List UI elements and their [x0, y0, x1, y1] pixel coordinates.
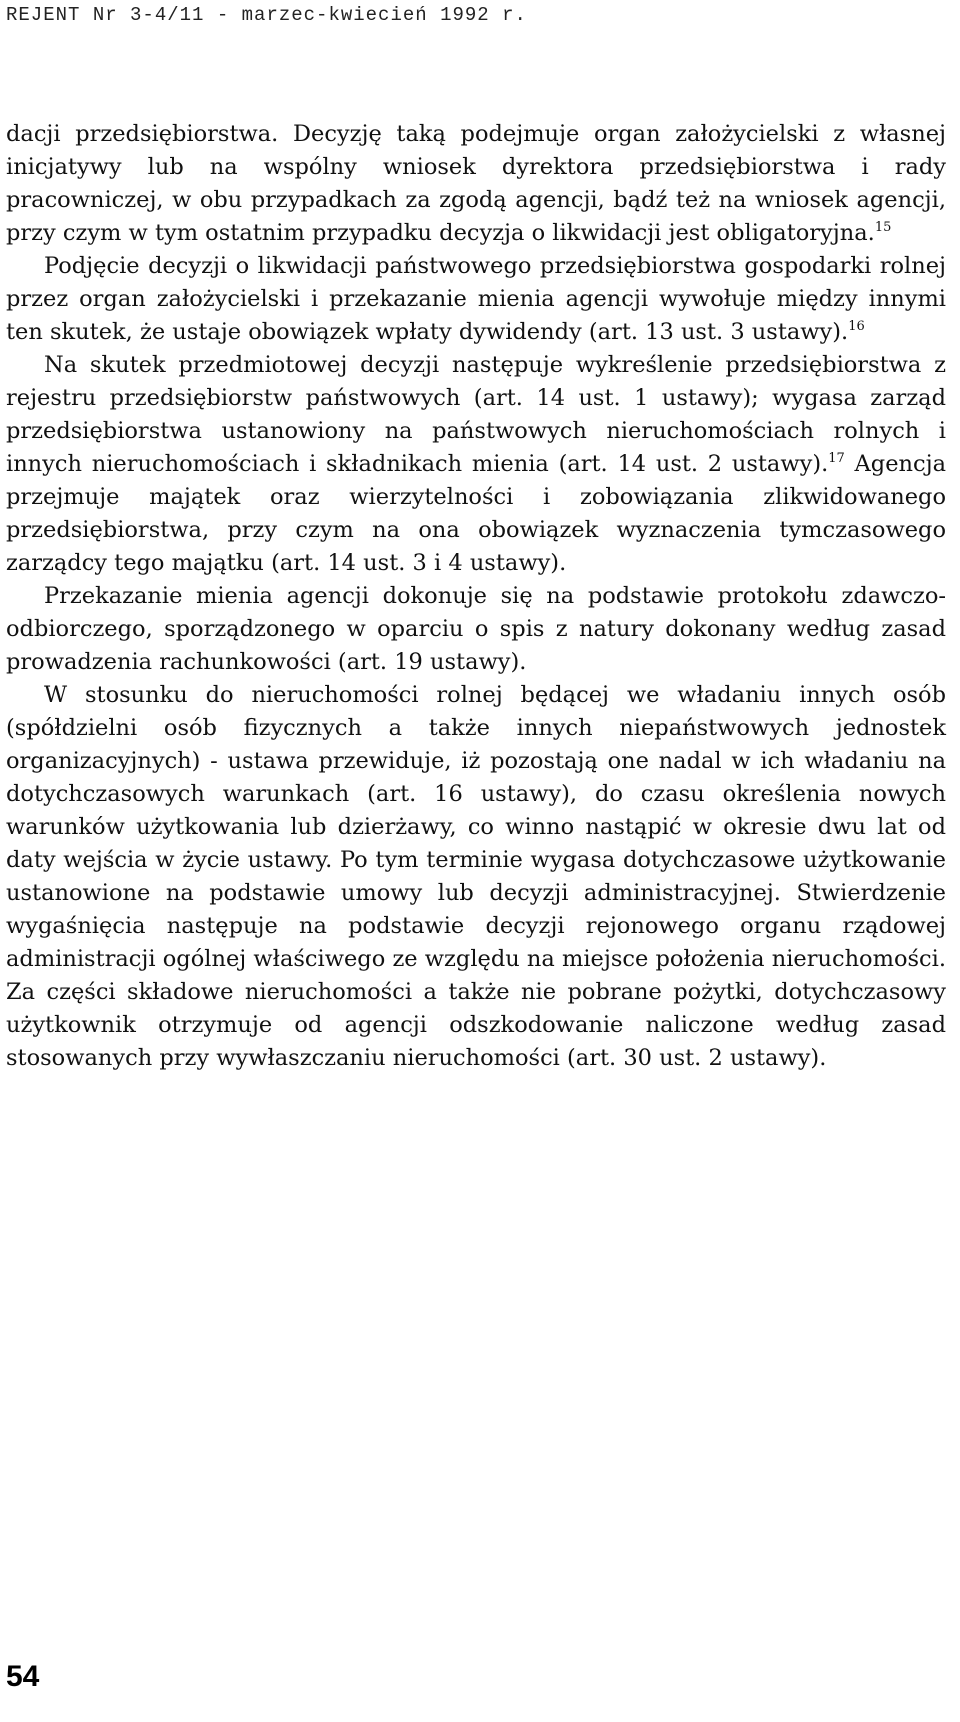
paragraph-text: Na skutek przedmiotowej decyzji następuje wykreślenie przedsiębiorstwa z rejestru przedsiębiorstw państwowych (art. 14 ust. 1 ustawy); wygasa zarząd przedsiębiorstwa ustanowiony na państwowych nieruchomościach rolnych i innych nieruchomościach i składnikach mienia (art. 14 ust. 2 ustawy). [6, 352, 946, 477]
running-header: REJENT Nr 3-4/11 - marzec-kwiecień 1992 r. [6, 4, 527, 26]
footnote-ref: 15 [874, 219, 892, 235]
paragraph [6, 118, 946, 250]
paragraph [6, 580, 946, 679]
paragraph [6, 349, 946, 580]
paragraph [6, 679, 946, 1075]
footnote-ref: 17 [828, 450, 845, 466]
page-number: 54 [6, 1660, 40, 1693]
paragraph-text: W stosunku do nieruchomości rolnej będącej we władaniu innych osób (spółdzielni osób fizycznych a także innych niepaństwowych jednostek organizacyjnych) - ustawa przewiduje, iż pozostają one nadal w ich władaniu na dotychczasowych warunkach (art. 16 ustawy), do czasu określenia nowych warunków użytkowania lub dzierżawy, co winno nastąpić w okresie dwu lat od daty wejścia w życie ustawy. Po tym terminie wygasa dotychczasowe użytkowanie ustanowione na podstawie umowy lub decyzji administracyjnej. Stwierdzenie wygaśnięcia następuje na podstawie decyzji rejonowego organu rządowej administracji ogólnej właściwego ze względu na miejsce położenia nieruchomości. Za części składowe nieruchomości a także nie pobrane pożytki, dotychczasowy użytkownik otrzymuje od agencji odszkodowanie naliczone według zasad stosowanych przy wywłaszczaniu nieruchomości (art. 30 ust. 2 ustawy). [6, 682, 946, 1071]
paragraph-text: Przekazanie mienia agencji dokonuje się na podstawie protokołu zdawczo-odbiorczego, sporządzonego w oparciu o spis z natury dokonany według zasad prowadzenia rachunkowości (art. 19 ustawy). [6, 583, 946, 675]
paragraph-text: dacji przedsiębiorstwa. Decyzję taką podejmuje organ założycielski z własnej inicjatywy lub na wspólny wniosek dyrektora przedsiębiorstwa i rady pracowniczej, w obu przypadkach za zgodą agencji, bądź też na wniosek agencji, przy czym w tym ostatnim przypadku decyzja o likwidacji jest obligatoryjna. [6, 121, 946, 246]
paragraph [6, 250, 946, 349]
footnote-ref: 16 [848, 318, 865, 334]
paragraph-text-continued: Agencja przejmuje majątek oraz wierzytelności i zobowiązania zlikwidowanego przedsiębiorstwa, przy czym na ona obowiązek wyznaczenia tymczasowego zarządcy tego majątku (art. 14 ust. 3 i 4 ustawy). [6, 451, 946, 576]
article-body [6, 118, 946, 1075]
paragraph-text: Podjęcie decyzji o likwidacji państwowego przedsiębiorstwa gospodarki rolnej przez organ założycielski i przekazanie mienia agencji wywołuje między innymi ten skutek, że ustaje obowiązek wpłaty dywidendy (art. 13 ust. 3 ustawy). [6, 253, 946, 345]
